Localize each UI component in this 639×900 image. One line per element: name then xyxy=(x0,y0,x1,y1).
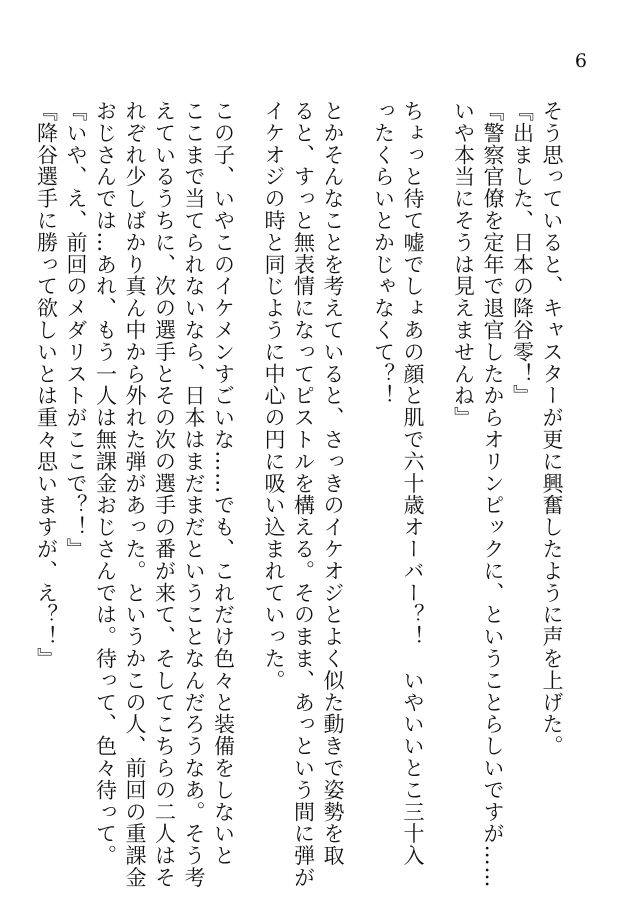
text-line: 『出ました、日本の降谷零！』 xyxy=(510,100,535,407)
text-line: れぞれ少しばかり真ん中から外れた弾があった。というかこの人、前回の重課金 xyxy=(123,100,147,889)
text-line: いや本当にそうは見えませんね』 xyxy=(451,100,476,429)
text-line: この子、いやこのイケメンすごいな……でも、これだけ色々と装備をしないと xyxy=(211,100,236,867)
text-line: ったくらいとかじゃなくて？！ xyxy=(371,100,396,407)
text-line: えているうちに、次の選手とその次の選手の番が来て、そしてこちらの二人はそ xyxy=(152,100,177,889)
novel-text-body xyxy=(34,100,587,889)
text-line: おじさんでは…あれ、もう一人は無課金おじさんでは。待って、色々待って。 xyxy=(93,100,118,867)
text-line: 『警察官僚を定年で退官したからオリンピックに、ということらしいですが…… xyxy=(481,100,505,889)
text-line: ここまで当てられないなら、日本はまだまだということなんだろうなあ。そう考 xyxy=(182,100,206,889)
text-line: とかそんなことを考えていると、さっきのイケオジとよく似た動きで姿勢を取 xyxy=(321,100,345,867)
page-number: 6 xyxy=(574,50,587,72)
text-line: ると、すっと無表情になってピストルを構える。そのまま、あっという間に弾が xyxy=(291,100,316,889)
text-line: イケオジの時と同じように中心の円に吸い込まれていった。 xyxy=(262,100,286,692)
text-line: そう思っていると、キャスターが更に興奮したように声を上げた。 xyxy=(540,100,564,757)
text-line: 『いや、え、前回のメダリストがここで？！』 xyxy=(64,100,88,560)
text-line: ちょっと待て嘘でしょあの顔と肌で六十歳オーバー？！ いやいいとこ三十入 xyxy=(401,100,425,867)
text-line: 『降谷選手に勝って欲しいとは重々思いますが、え？！』 xyxy=(34,100,59,670)
